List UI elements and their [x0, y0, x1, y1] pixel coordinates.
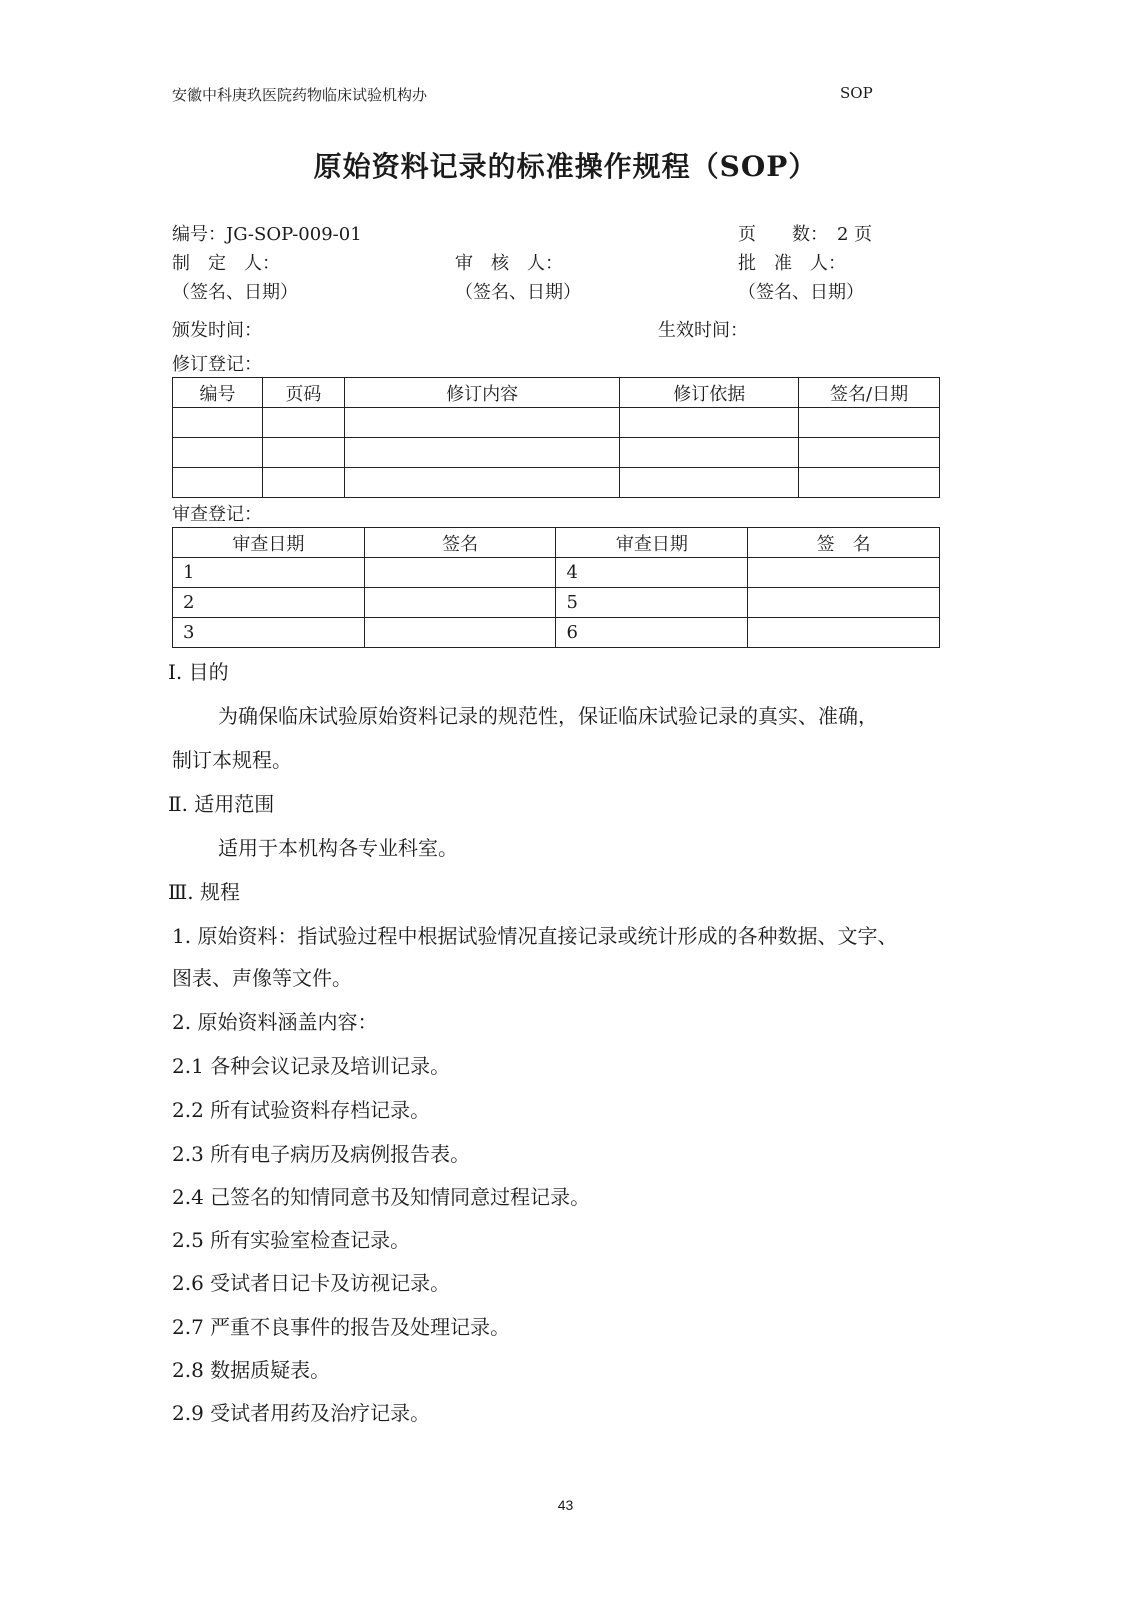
review-cell — [748, 588, 940, 618]
list-item: 2.7 严重不良事件的报告及处理记录。 — [172, 1315, 511, 1339]
list-item: 2.8 数据质疑表。 — [172, 1358, 331, 1382]
doc-code: 编号：JG-SOP-009-01 — [172, 224, 362, 245]
effective-time-label: 生效时间： — [658, 320, 748, 341]
review-cell — [364, 558, 556, 588]
review-cell — [364, 588, 556, 618]
section-3-title: Ⅲ. 规程 — [168, 880, 241, 904]
section-3-para-1-line-1: 1. 原始资料：指试验过程中根据试验情况直接记录或统计形成的各种数据、文字、 — [172, 924, 898, 948]
revision-table — [172, 377, 940, 498]
list-item: 2.3 所有电子病历及病例报告表。 — [172, 1142, 471, 1166]
section-1-line-1: 为确保临床试验原始资料记录的规范性，保证临床试验记录的真实、准确， — [218, 704, 878, 728]
revision-header-basis: 修订依据 — [620, 378, 799, 408]
page-number: 43 — [557, 1497, 574, 1513]
table-row — [173, 438, 940, 468]
review-cell: 1 — [173, 558, 365, 588]
header-tag: SOP — [840, 84, 873, 102]
review-header-row — [173, 528, 940, 558]
section-1-line-2: 制订本规程。 — [172, 748, 292, 772]
approver-label: 批 准 人： — [738, 253, 846, 274]
review-cell: 5 — [556, 588, 748, 618]
author-label: 制 定 人： — [172, 253, 280, 274]
reviewer-sign-date: （签名、日期） — [455, 282, 581, 303]
revision-label: 修订登记： — [172, 354, 262, 375]
revision-header-content: 修订内容 — [344, 378, 620, 408]
revision-header-no: 编号 — [173, 378, 263, 408]
review-header-sign-1: 签名 — [364, 528, 556, 558]
review-cell: 3 — [173, 618, 365, 648]
page-title: 原始资料记录的标准操作规程（SOP） — [313, 150, 818, 183]
review-cell — [748, 618, 940, 648]
section-3-para-2: 2. 原始资料涵盖内容： — [172, 1010, 378, 1034]
review-header-sign-2: 签 名 — [748, 528, 940, 558]
header-org: 安徽中科庚玖医院药物临床试验机构办 — [172, 86, 428, 104]
author-sign-date: （签名、日期） — [172, 282, 298, 303]
review-cell — [364, 618, 556, 648]
table-row — [173, 468, 940, 498]
review-cell — [748, 558, 940, 588]
approver-sign-date: （签名、日期） — [738, 282, 864, 303]
list-item: 2.5 所有实验室检查记录。 — [172, 1228, 411, 1252]
issue-time-label: 颁发时间： — [172, 320, 262, 341]
page-count: 页 数： 2 页 — [738, 224, 873, 245]
list-item: 2.2 所有试验资料存档记录。 — [172, 1098, 431, 1122]
list-item: 2.6 受试者日记卡及访视记录。 — [172, 1271, 451, 1295]
revision-header-sign: 签名/日期 — [799, 378, 940, 408]
reviewer-label: 审 核 人： — [455, 253, 563, 274]
table-row — [173, 588, 940, 618]
table-row — [173, 558, 940, 588]
review-table — [172, 527, 940, 648]
list-item: 2.1 各种会议记录及培训记录。 — [172, 1054, 451, 1078]
review-cell: 2 — [173, 588, 365, 618]
review-header-date-2: 审查日期 — [556, 528, 748, 558]
review-header-date-1: 审查日期 — [173, 528, 365, 558]
section-1-title: Ⅰ. 目的 — [168, 660, 229, 684]
review-cell: 4 — [556, 558, 748, 588]
revision-header-row — [173, 378, 940, 408]
list-item: 2.9 受试者用药及治疗记录。 — [172, 1401, 431, 1425]
revision-header-page: 页码 — [262, 378, 344, 408]
section-2-text: 适用于本机构各专业科室。 — [218, 836, 458, 860]
list-item: 2.4 己签名的知情同意书及知情同意过程记录。 — [172, 1185, 591, 1209]
table-row — [173, 408, 940, 438]
section-2-title: Ⅱ. 适用范围 — [168, 792, 275, 816]
review-cell: 6 — [556, 618, 748, 648]
section-3-para-1-line-2: 图表、声像等文件。 — [172, 966, 352, 990]
review-label: 审查登记： — [172, 504, 262, 525]
table-row — [173, 618, 940, 648]
